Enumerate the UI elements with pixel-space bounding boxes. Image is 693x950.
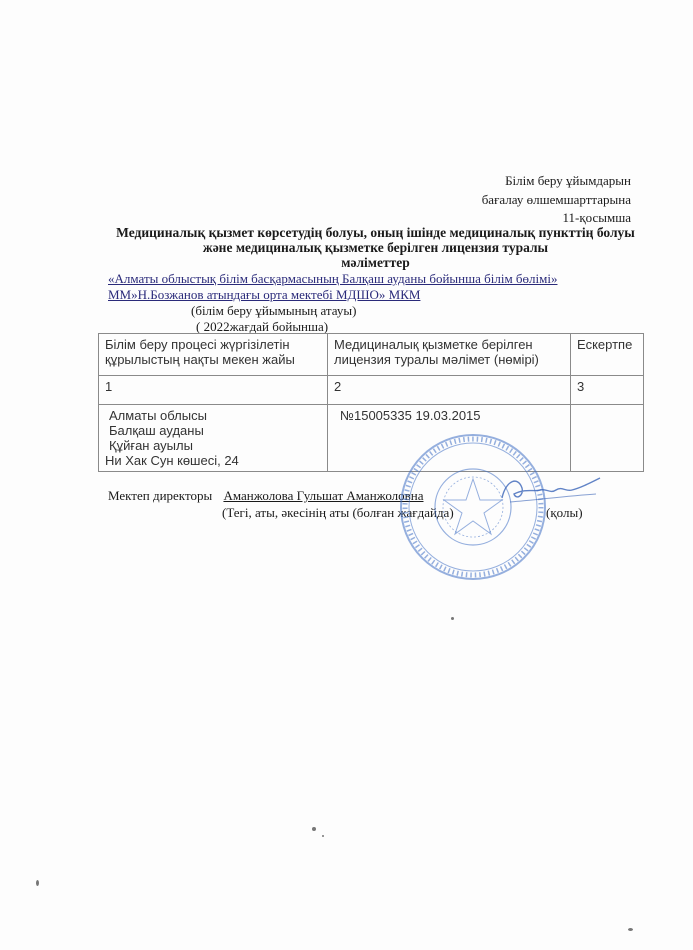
license-number: №15005335 19.03.2015 [340, 408, 481, 423]
corner-note-line1: Білім беру ұйымдарын [505, 173, 631, 188]
header-address: Білім беру процесі жүргізілетін құрылыстың нақты мекен жайы [99, 334, 328, 376]
address-line: Балқаш ауданы [109, 423, 204, 438]
scan-speck [322, 835, 324, 837]
address-line: Құйған ауылы [109, 438, 193, 453]
table-number-row [99, 376, 644, 405]
column-number-3: 3 [571, 376, 644, 405]
address-cell [99, 405, 328, 472]
organization-caption: (білім беру ұйымының атауы) [191, 303, 357, 318]
title-line2: және медициналық қызметке берілген лицензия туралы [202, 240, 549, 255]
note-cell [571, 405, 644, 472]
address-line: Ни Хак Сун көшесі, 24 [105, 453, 239, 468]
title-line3: мәліметтер [341, 255, 410, 270]
organization-name-line2: ММ»Н.Бозжанов атындағы орта мектебі МДШО» МКМ [108, 287, 421, 302]
header-note: Ескертпе [571, 334, 644, 376]
fio-caption: (Тегі, аты, әкесінің аты (болған жағдайда) [222, 505, 454, 520]
table-header-row [99, 334, 644, 376]
scan-speck [628, 928, 633, 931]
signature-caption: (қолы) [546, 505, 583, 520]
corner-note-line2: бағалау өлшемшарттарына [481, 192, 631, 207]
address-line: Алматы облысы [109, 408, 207, 423]
title-line1: Медициналық қызмет көрсетудің болуы, оның ішінде медициналық пункттің болуы [116, 225, 635, 240]
signature-icon [496, 470, 606, 510]
header-license: Медициналық қызметке берілген лицензия туралы мәлімет (нөмірі) [328, 334, 571, 376]
organization-name-line1: «Алматы облыстық білім басқармасының Балқаш ауданы бойынша білім бөлімі» [108, 271, 558, 286]
table-row [99, 405, 644, 472]
director-label: Мектеп директоры [108, 488, 213, 503]
column-number-2: 2 [328, 376, 571, 405]
document-title [108, 225, 643, 270]
scan-speck [451, 617, 454, 620]
director-line [108, 488, 424, 504]
info-table [98, 333, 644, 472]
corner-note-line3: 11-қосымша [562, 210, 631, 225]
date-caption: ( 2022жағдай бойынша) [196, 319, 329, 334]
scan-speck [36, 880, 39, 886]
director-name: Аманжолова Гульшат Аманжоловна [223, 488, 424, 503]
scan-speck [312, 827, 316, 831]
column-number-1: 1 [99, 376, 328, 405]
